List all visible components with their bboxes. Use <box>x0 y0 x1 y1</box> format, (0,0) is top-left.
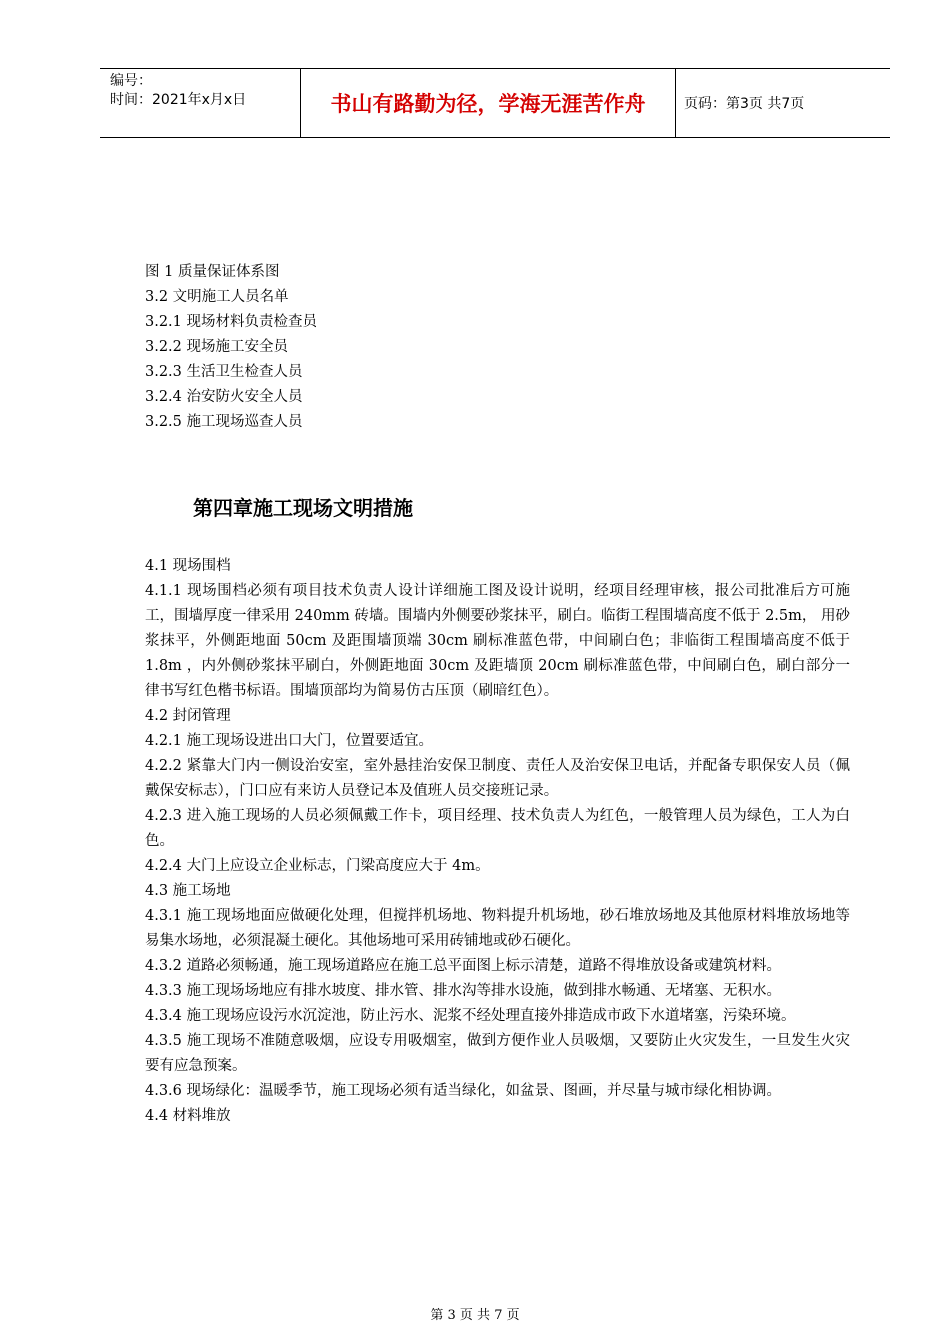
header-motto: 书山有路勤为径，学海无涯苦作舟 <box>301 69 676 137</box>
list-item: 3.2 文明施工人员名单 <box>145 289 289 305</box>
chapter-title: 第四章施工现场文明措施 <box>193 496 413 520</box>
paragraph: 4.3.1 施工现场地面应做硬化处理，但搅拌机场地、物料提升机场地，砂石堆放场地及其他原材料堆放场地等易集水场地，必须混凝土硬化。其他场地可采用砖铺地或砂石硬化。 <box>145 908 850 949</box>
paragraph: 4.3.4 施工现场应设污水沉淀池，防止污水、泥浆不经处理直接外排造成市政下水道堵塞，污染环境。 <box>145 1008 796 1024</box>
list-item: 3.2.4 治安防火安全人员 <box>145 389 303 405</box>
header-page-info: 页码：第3页 共7页 <box>684 96 805 112</box>
list-item: 3.2.3 生活卫生检查人员 <box>145 364 303 380</box>
paragraph: 4.3.5 施工现场不准随意吸烟，应设专用吸烟室，做到方便作业人员吸烟，又要防止火灾发生，一旦发生火灾要有应急预案。 <box>145 1033 850 1074</box>
list-item: 图 1 质量保证体系图 <box>145 264 280 280</box>
list-item: 3.2.1 现场材料负责检查员 <box>145 314 318 330</box>
page-header <box>100 68 890 138</box>
figure-list <box>145 260 317 435</box>
list-item: 3.2.5 施工现场巡查人员 <box>145 414 303 430</box>
body-text <box>145 554 850 1129</box>
paragraph: 4.3.2 道路必须畅通，施工现场道路应在施工总平面图上标示清楚，道路不得堆放设备或建筑材料。 <box>145 958 781 974</box>
time-label: 时间：2021年x月x日 <box>110 92 247 108</box>
paragraph: 4.2.2 紧靠大门内一侧设治安室，室外悬挂治安保卫制度、责任人及治安保卫电话，并配备专职保安人员（佩戴保安标志），门口应有来访人员登记本及值班人员交接班记录。 <box>145 758 850 799</box>
paragraph: 4.2.4 大门上应设立企业标志，门梁高度应大于 4m。 <box>145 858 490 874</box>
section-heading: 4.1 现场围档 <box>145 558 231 574</box>
number-label: 编号： <box>110 73 152 89</box>
paragraph: 4.3.6 现场绿化：温暖季节，施工现场必须有适当绿化，如盆景、图画，并尽量与城市绿化相协调。 <box>145 1083 781 1099</box>
section-heading: 4.2 封闭管理 <box>145 708 231 724</box>
list-item: 3.2.2 现场施工安全员 <box>145 339 289 355</box>
paragraph: 4.2.3 进入施工现场的人员必须佩戴工作卡，项目经理、技术负责人为红色，一般管理人员为绿色，工人为白色。 <box>145 808 850 849</box>
page-footer: 第 3 页 共 7 页 <box>430 1308 520 1323</box>
header-meta <box>100 69 301 137</box>
section-heading: 4.4 材料堆放 <box>145 1108 231 1124</box>
section-heading: 4.3 施工场地 <box>145 883 231 899</box>
paragraph: 4.1.1 现场围档必须有项目技术负责人设计详细施工图及设计说明，经项目经理审核，报公司批准后方可施工，围墙厚度一律采用 240mm 砖墙。围墙内外侧要砂浆抹平，刷白。临街工程围墙高度不低于 2.5m， 用砂浆抹平，外侧距地面 50cm 及距围墙顶端 30cm 刷标准蓝色带，中间刷白色；非临街工程围墙高度不低于 1.8m ，内外侧砂浆抹平刷白，外侧距地面 30cm 及距墙顶 20cm 刷标准蓝色带，中间刷白色，刷白部分一律书写红色楷书标语。围墙顶部均为简易仿古压顶（刷暗红色）。 <box>145 583 850 699</box>
paragraph: 4.3.3 施工现场场地应有排水坡度、排水管、排水沟等排水设施，做到排水畅通、无堵塞、无积水。 <box>145 983 781 999</box>
paragraph: 4.2.1 施工现场设进出口大门，位置要适宜。 <box>145 733 434 749</box>
